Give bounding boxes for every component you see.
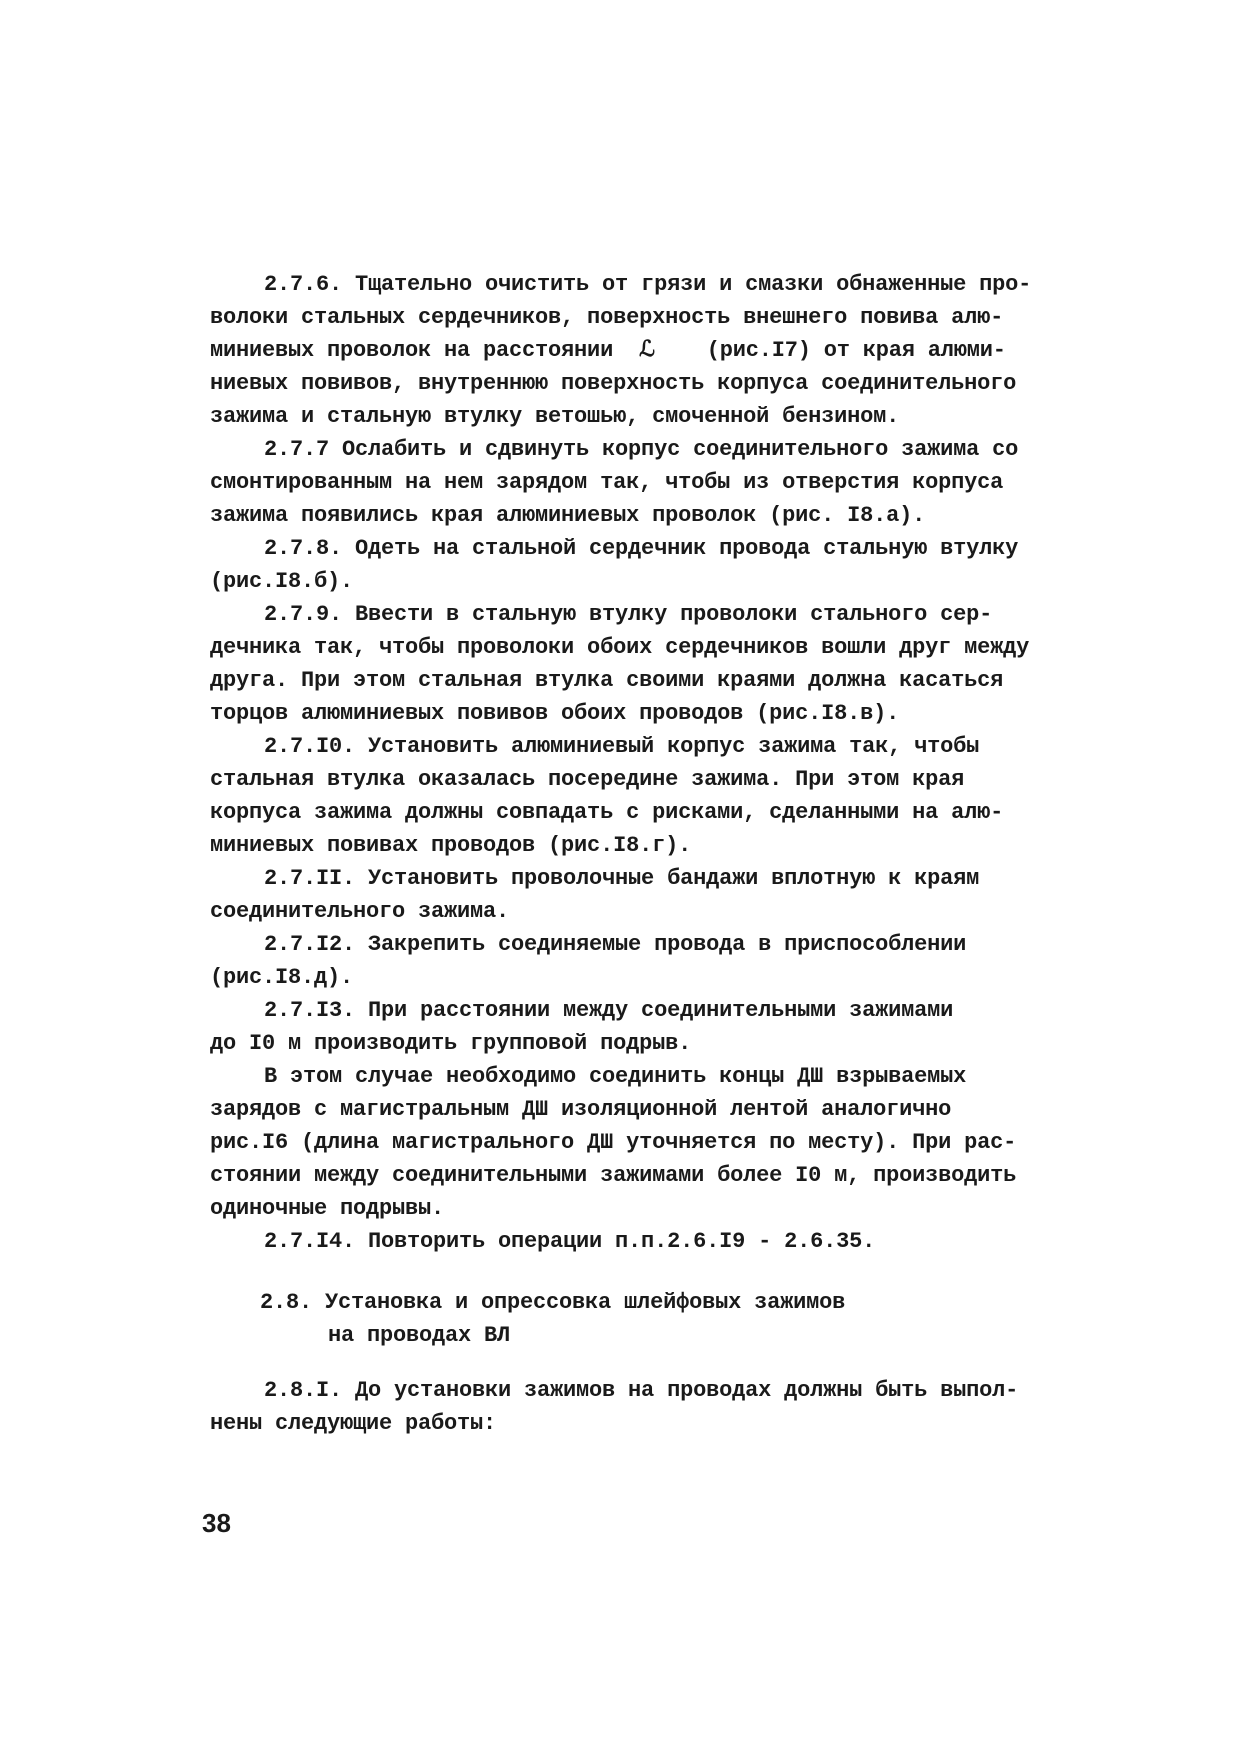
text-line: В этом случае необходимо соединить концы ДШ взрываемых	[264, 1064, 967, 1089]
text-line: стальная втулка оказалась посередине зажима. При этом края	[210, 767, 965, 792]
text-line: рис.I6 (длина магистрального ДШ уточняется по месту). При рас-	[210, 1130, 1017, 1155]
section-heading-continuation: на проводах ВЛ	[328, 1323, 511, 1348]
text-line: (рис.I8.б).	[210, 569, 354, 594]
text-line: соединительного зажима.	[210, 899, 510, 924]
body-text	[210, 268, 1070, 1440]
text-line: волоки стальных сердечников, поверхность внешнего повива алю-	[210, 305, 1004, 330]
text-line: дечника так, чтобы проволоки обоих сердечников вошли друг между	[210, 635, 1030, 660]
text-line: 2.7.9. Ввести в стальную втулку проволоки стального сер-	[264, 602, 993, 627]
text-line: 2.7.I0. Установить алюминиевый корпус зажима так, чтобы	[264, 734, 980, 759]
text-line: 2.7.6. Тщательно очистить от грязи и смазки обнаженные про-	[264, 272, 1032, 297]
text-line: корпуса зажима должны совпадать с рисками, сделанными на алю-	[210, 800, 1004, 825]
text-line: друга. При этом стальная втулка своими краями должна касаться	[210, 668, 1004, 693]
text-line: стоянии между соединительными зажимами более I0 м, производить	[210, 1163, 1017, 1188]
text-line: 2.7.I2. Закрепить соединяемые провода в приспособлении	[264, 932, 967, 957]
text-line: зажима и стальную втулку ветошью, смоченной бензином.	[210, 404, 900, 429]
spacer	[210, 1352, 1070, 1374]
text-line: одиночные подрывы.	[210, 1196, 445, 1221]
text-line: 2.7.II. Установить проволочные бандажи вплотную к краям	[264, 866, 980, 891]
text-line: 2.7.8. Одеть на стальной сердечник провода стальную втулку	[264, 536, 1019, 561]
text-line: торцов алюминиевых повивов обоих проводов (рис.I8.в).	[210, 701, 900, 726]
spacer	[210, 1258, 1070, 1286]
text-line: миниевых проволок на расстоянии ℒ (рис.I7) от края алюми-	[210, 338, 1006, 363]
text-line: (рис.I8.д).	[210, 965, 354, 990]
text-line: 2.7.I3. При расстоянии между соединительными зажимами	[264, 998, 954, 1023]
text-line: нены следующие работы:	[210, 1411, 497, 1436]
text-line: зажима появились края алюминиевых проволок (рис. I8.а).	[210, 503, 926, 528]
text-line: 2.7.7 Ослабить и сдвинуть корпус соединительного зажима со	[264, 437, 1019, 462]
text-line: зарядов с магистральным ДШ изоляционной лентой аналогично	[210, 1097, 952, 1122]
text-line: смонтированным на нем зарядом так, чтобы из отверстия корпуса	[210, 470, 1004, 495]
text-line: ниевых повивов, внутреннюю поверхность корпуса соединительного	[210, 371, 1017, 396]
text-line: миниевых повивах проводов (рис.I8.г).	[210, 833, 692, 858]
text-line: 2.7.I4. Повторить операции п.п.2.6.I9 - 2.6.35.	[264, 1229, 876, 1254]
page-number: 38	[202, 1508, 231, 1538]
text-line: 2.8.I. До установки зажимов на проводах должны быть выпол-	[264, 1378, 1019, 1403]
section-heading: 2.8. Установка и опрессовка шлейфовых зажимов	[260, 1290, 846, 1315]
text-line: до I0 м производить групповой подрыв.	[210, 1031, 692, 1056]
